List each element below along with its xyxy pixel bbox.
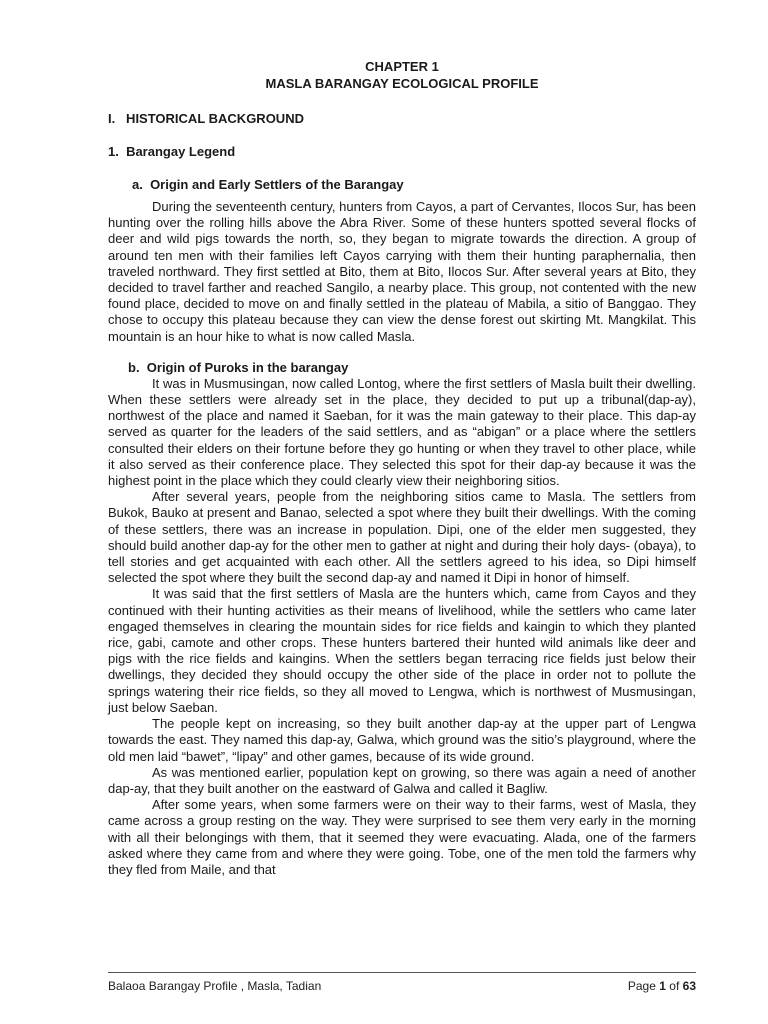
subsection-a-heading: a. Origin and Early Settlers of the Barangay — [132, 177, 404, 192]
subsection-b-heading: b. Origin of Puroks in the barangay — [128, 359, 349, 375]
chapter-title: MASLA BARANGAY ECOLOGICAL PROFILE — [265, 76, 539, 91]
paragraph-origin-settlers: During the seventeenth century, hunters from Cayos, a part of Cervantes, Ilocos Sur, has been hunting over the rolling hills above the Abra River. Some of these hunters spotted several flocks of deer and wild pigs towards the north, so, they began to migrate towards the direction. A group of around ten men with their families left Cayos carrying with them their hunting paraphernalia, then traveled northward. They first settled at Bito, them at Bito, Ilocos Sur. After several years at Bito, they decided to travel farther and reached Sangilo, a nearby place. This group, not contented with the new found place, decided to move on and finally settled in the plateau of Mabila, a sitio of Banggao. They chose to occupy this plateau because they can view the dense forest out skirting Mt. Mangkilat. This mountain is an hour hike to what is now called Masla. — [108, 199, 696, 344]
page-current: 1 — [659, 979, 666, 993]
subsection-heading: 1. Barangay Legend — [108, 144, 236, 159]
document-page — [108, 58, 696, 878]
chapter-label: CHAPTER 1 — [365, 59, 439, 74]
paragraph: After several years, people from the neighboring sitios came to Masla. The settlers from Bukok, Bauko at present and Banao, selected a spot where they built their dwellings. With the coming of these settlers, there was an increase in population. Dipi, one of the elder men suggested, they should build another dap-ay for the other men to gather at night and during their holy days- (obaya), to tell stories and get acquainted with each other. All the settlers agreed to his idea, so Dipi himself selected the spot where they built the second dap-ay and named it Dipi in honor of himself. — [108, 489, 696, 586]
section-heading: I. HISTORICAL BACKGROUND — [108, 111, 304, 126]
paragraph: It was in Musmusingan, now called Lontog, where the first settlers of Masla built their dwelling. When these settlers were already set in the place, they decided to put up a tribunal(dap-ay), northwest of the place and named it Saeban, for it was the main gateway to their place. This dap-ay served as quarter for the leaders of the said settlers, and as “abigan” or a place where the settlers consulted their elders on their fortune before they go hunting or when they travel to other place, while it also served as their conference place. They selected this spot for their dap-ay because it was the highest point in the place which they could clearly view their neighboring sitios. — [108, 375, 696, 489]
page-footer — [108, 972, 696, 993]
footer-doc-title: Balaoa Barangay Profile , Masla, Tadian — [108, 979, 322, 993]
paragraph: After some years, when some farmers were on their way to their farms, west of Masla, they came across a group resting on the way. They were surprised to see them very early in the morning with all their belongings with them, that it seemed they were evacuating. Alada, one of the farmers asked where they came from and where they were going. Tobe, one of the men told the farmers why they fled from Maile, and that — [108, 797, 696, 877]
page-label: Page — [627, 979, 656, 993]
paragraph: It was said that the first settlers of Masla are the hunters which, came from Cayos and they continued with their hunting activities as their means of livelihood, while the settlers who came later engaged themselves in clearing the mountain sides for rice fields and kaingin to which they planted rice, gabi, camote and other crops. These hunters bartered their hunted wild animals like deer and pigs with the rice fields and kaingins. When the settlers began terracing rice fields just below their dwellings, they decided they should occupy the other side of the place in order not to pollute the springs watering their rice fields, so they all moved to Lengwa, which is northwest of Musmusingan, just below Saeban. — [108, 586, 696, 715]
page-number — [628, 979, 696, 993]
page-total: 63 — [682, 979, 696, 993]
paragraph: As was mentioned earlier, population kept on growing, so there was again a need of another dap-ay, that they built another on the eastward of Galwa and called it Bagliw. — [108, 764, 696, 796]
paragraph: The people kept on increasing, so they built another dap-ay at the upper part of Lengwa towards the east. They named this dap-ay, Galwa, which ground was the sitio’s playground, where the old men laid “bawet”, “lipay” and other games, because of its wide ground. — [108, 716, 696, 764]
page-of-label: of — [669, 979, 680, 993]
